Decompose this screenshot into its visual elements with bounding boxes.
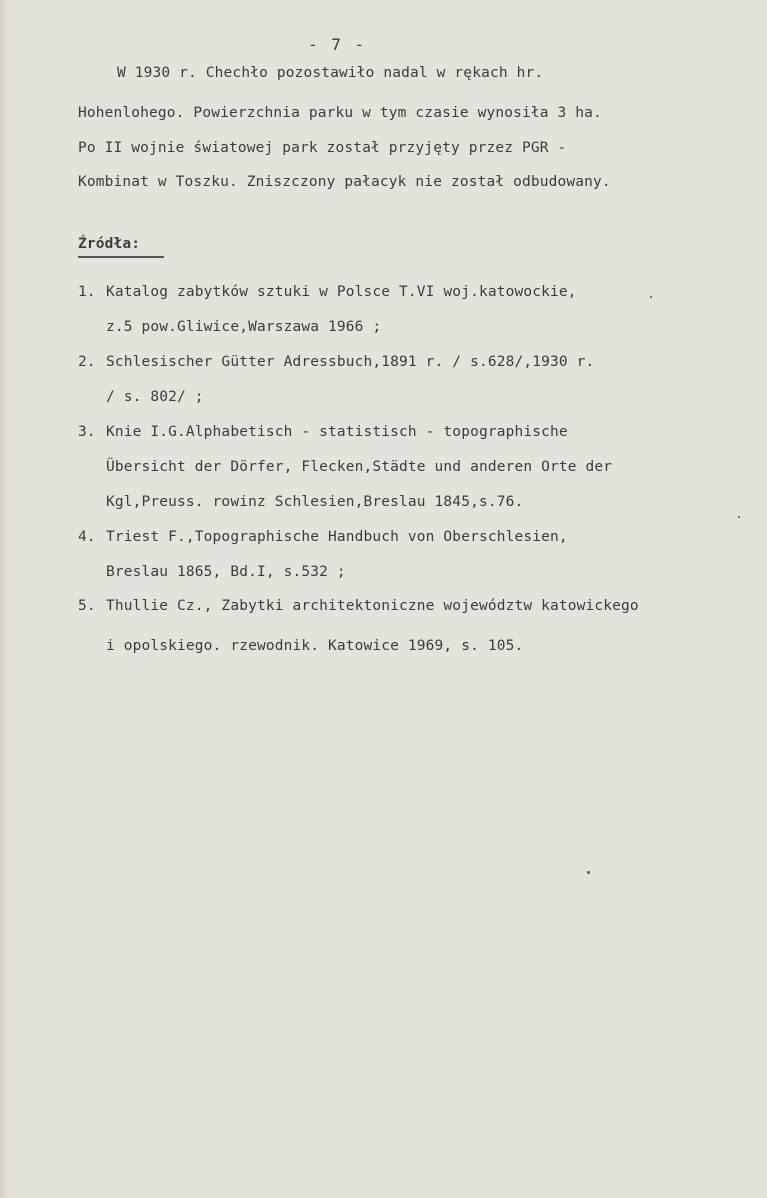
source-number-4: 4.	[78, 529, 96, 545]
source-4-line-1: Triest F.,Topographische Handbuch von Oberschlesien,	[106, 529, 568, 545]
source-2-line-2: / s. 802/ ;	[106, 389, 204, 405]
paragraph-line-2: Hohenlohego. Powierzchnia parku w tym czasie wynosiła 3 ha.	[78, 105, 602, 121]
source-4-line-2: Breslau 1865, Bd.I, s.532 ;	[106, 564, 346, 580]
paper-speck	[650, 296, 652, 298]
source-1-line-2: z.5 pow.Gliwice,Warszawa 1966 ;	[106, 319, 382, 335]
source-number-3: 3.	[78, 424, 96, 440]
source-1-line-1: Katalog zabytków sztuki w Polsce T.VI woj.katowockie,	[106, 284, 577, 300]
source-5-line-1: Thullie Cz., Zabytki architektoniczne województw katowickego	[106, 598, 639, 614]
source-3-line-3: Kgl,Preuss. rowinz Schlesien,Breslau 1845,s.76.	[106, 494, 524, 510]
source-5-line-2: i opolskiego. rzewodnik. Katowice 1969, s. 105.	[106, 638, 524, 654]
paragraph-line-4: Kombinat w Toszku. Zniszczony pałacyk nie został odbudowany.	[78, 174, 611, 190]
source-number-1: 1.	[78, 284, 96, 300]
paragraph-line-3: Po II wojnie światowej park został przyjęty przez PGR -	[78, 140, 567, 156]
sources-heading: Źródła:	[78, 236, 141, 252]
source-3-line-2: Übersicht der Dörfer, Flecken,Städte und anderen Orte der	[106, 459, 613, 475]
page-number: - 7 -	[308, 35, 367, 54]
sources-heading-underline	[78, 256, 164, 258]
source-number-5: 5.	[78, 598, 96, 614]
paper-speck	[738, 516, 740, 518]
source-3-line-1: Knie I.G.Alphabetisch - statistisch - topographische	[106, 424, 568, 440]
paper-speck	[587, 871, 590, 874]
source-number-2: 2.	[78, 354, 96, 370]
source-2-line-1: Schlesischer Gütter Adressbuch,1891 r. / s.628/,1930 r.	[106, 354, 595, 370]
paragraph-line-1: W 1930 r. Chechło pozostawiło nadal w rękach hr.	[117, 65, 544, 81]
page-edge-shadow	[0, 0, 8, 1198]
